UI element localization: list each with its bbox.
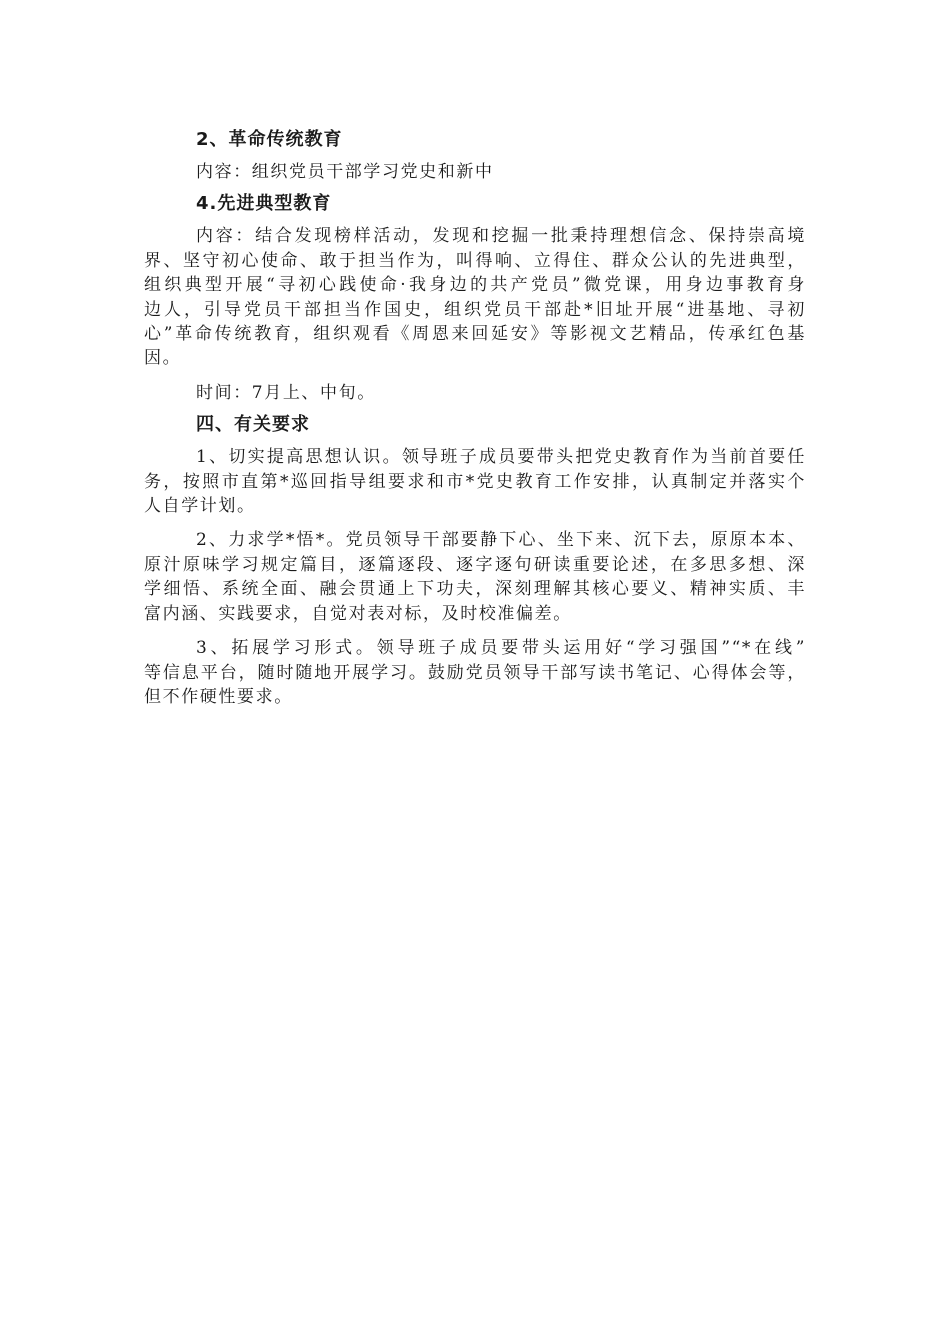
paragraph-content-1: 内容：组织党员干部学习党史和新中 — [196, 162, 494, 182]
paragraph-requirement-3 — [144, 636, 806, 709]
paragraph-line: 富内涵、实践要求，自觉对表对标，及时校准偏差。 — [144, 603, 572, 624]
paragraph-line: 原汁原味学习规定篇目，逐篇逐段、逐字逐句研读重要论述，在多思多想、深 — [144, 554, 806, 575]
paragraph-line: 学细悟、系统全面、融会贯通上下功夫，深刻理解其核心要义、精神实质、丰 — [144, 579, 806, 600]
section-heading-model-education: 4.先进典型教育 — [196, 193, 332, 215]
paragraph-line: 2、力求学*悟*。党员领导干部要静下心、坐下来、沉下去，原原本本、 — [196, 530, 806, 551]
paragraph-line: 但不作硬性要求。 — [144, 686, 293, 707]
paragraph-line: 1、切实提高思想认识。领导班子成员要带头把党史教育作为当前首要任 — [196, 447, 806, 468]
paragraph-line: 心”革命传统教育，组织观看《周恩来回延安》等影视文艺精品，传承红色基 — [144, 324, 806, 345]
paragraph-line: 界、坚守初心使命、敢于担当作为，叫得响、立得住、群众公认的先进典型， — [144, 250, 806, 271]
paragraph-time: 时间：7月上、中旬。 — [196, 382, 376, 403]
paragraph-requirement-2 — [144, 528, 806, 626]
paragraph-line: 边人，引导党员干部担当作国史，组织党员干部赴*旧址开展“进基地、寻初 — [144, 299, 806, 320]
paragraph-content-2 — [144, 224, 806, 370]
paragraph-line: 组织典型开展“寻初心践使命·我身边的共产党员”微党课，用身边事教育身 — [144, 275, 806, 296]
paragraph-line: 3、拓展学习形式。领导班子成员要带头运用好“学习强国”“*在线” — [196, 638, 806, 659]
paragraph-line: 务，按照市直第*巡回指导组要求和市*党史教育工作安排，认真制定并落实个 — [144, 471, 806, 492]
paragraph-line: 因。 — [144, 348, 182, 369]
paragraph-requirement-1 — [144, 445, 806, 518]
document-page — [144, 124, 806, 719]
paragraph-line: 内容：结合发现榜样活动，发现和挖掘一批秉持理想信念、保持崇高境 — [196, 226, 806, 247]
section-heading-revolution-education: 2、革命传统教育 — [196, 129, 343, 150]
section-heading-requirements: 四、有关要求 — [196, 414, 310, 436]
paragraph-line: 人自学计划。 — [144, 496, 256, 517]
paragraph-line: 等信息平台，随时随地开展学习。鼓励党员领导干部写读书笔记、心得体会等， — [144, 662, 806, 683]
